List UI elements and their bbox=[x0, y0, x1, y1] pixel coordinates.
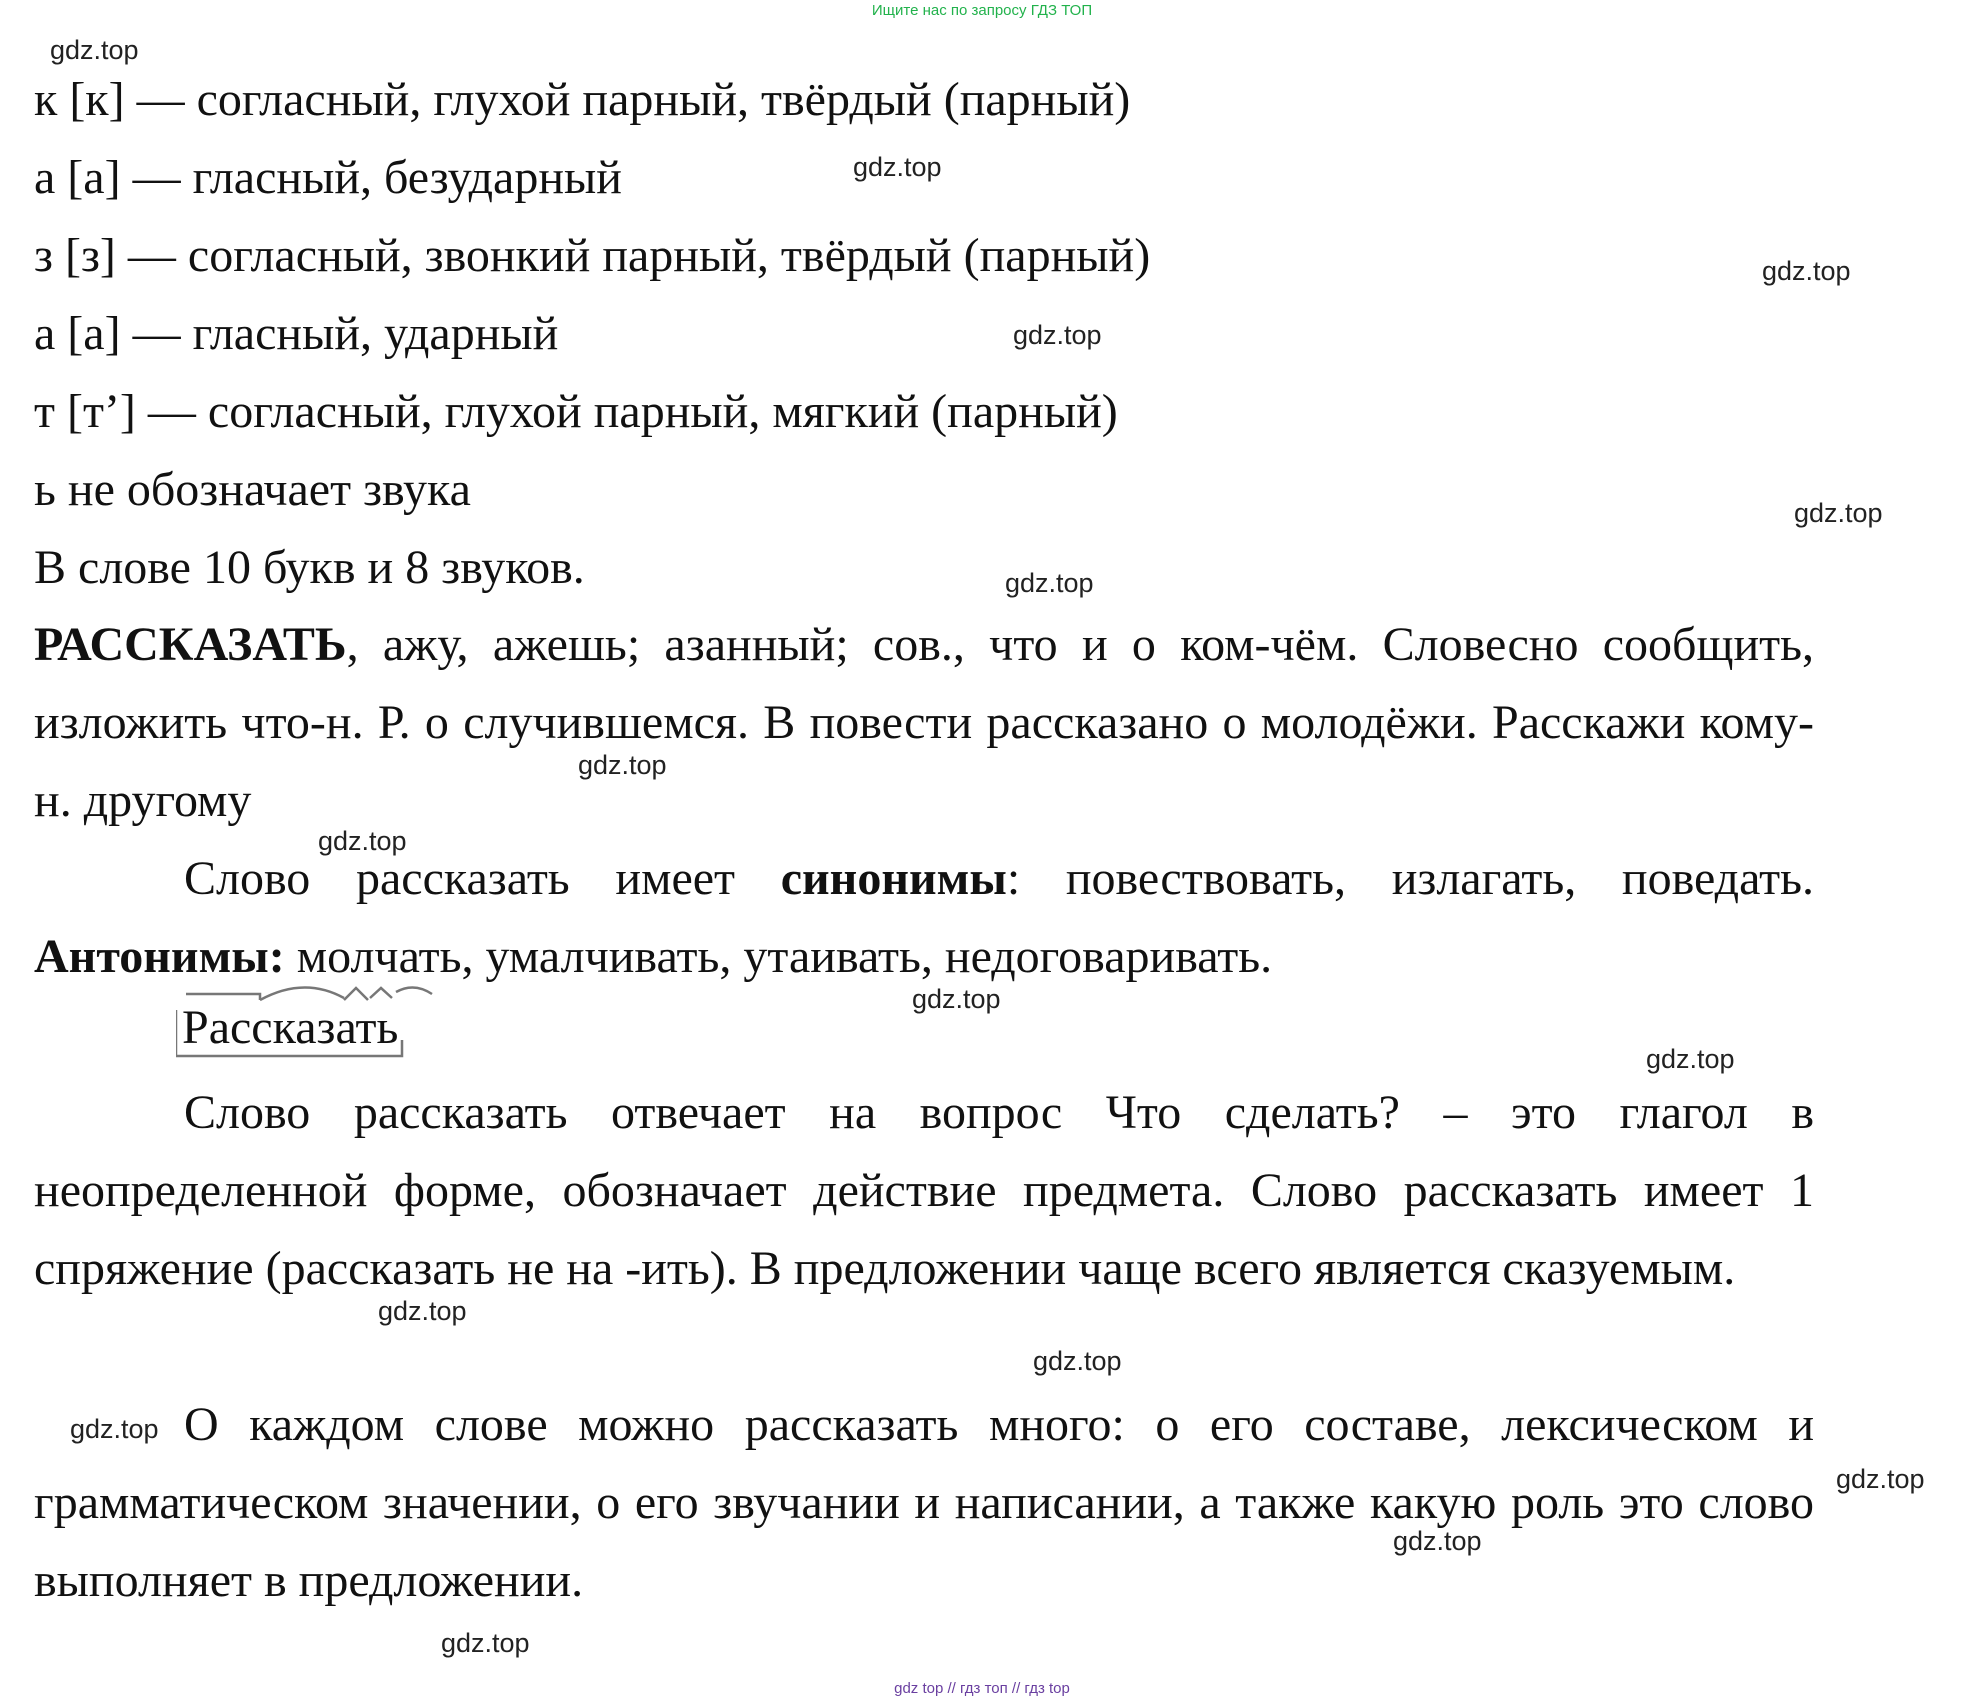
watermark: gdz.top bbox=[578, 750, 667, 780]
footer-watermark: gdz top // гдз топ // гдз top bbox=[894, 1680, 1070, 1697]
phonetic-line-a-stressed: а [а] — гласный, ударный bbox=[34, 307, 559, 360]
watermark: gdz.top bbox=[1646, 1044, 1735, 1074]
watermark: gdz.top bbox=[50, 35, 139, 65]
phonetic-line-soft-sign: ь не обозначает звука bbox=[34, 463, 471, 516]
watermark: gdz.top bbox=[912, 984, 1001, 1014]
dictionary-definition bbox=[34, 606, 1814, 840]
synonyms-intro: Слово рассказать имеет bbox=[184, 852, 781, 905]
watermark: gdz.top bbox=[1005, 568, 1094, 598]
morpheme-parse bbox=[176, 980, 476, 1070]
phonetic-line-k: к [к] — согласный, глухой парный, твёрдый (парный) bbox=[34, 73, 1131, 126]
definition-text: , ажу, ажешь; азанный; сов., что и о ком-чём. Словесно сообщить, изложить что-н. Р. о случившемся. В повести рассказано о молодёжи. Расскажи кому-н. другому bbox=[34, 618, 1814, 827]
headword: РАССКАЗАТЬ bbox=[34, 618, 347, 671]
watermark: gdz.top bbox=[1393, 1526, 1482, 1556]
phonetic-line-t: т [т’] — согласный, глухой парный, мягкий (парный) bbox=[34, 385, 1118, 438]
grammar-paragraph: Слово рассказать отвечает на вопрос Что сделать? – это глагол в неопределенной форме, обозначает действие предмета. Слово рассказать имеет 1 спряжение (рассказать не на -ить). В предложении чаще всего является сказуемым. bbox=[34, 1086, 1814, 1295]
suffix-mark bbox=[344, 988, 368, 1000]
watermark: gdz.top bbox=[1013, 320, 1102, 350]
root-arc bbox=[260, 987, 344, 1000]
phonetic-line-z: з [з] — согласный, звонкий парный, твёрдый (парный) bbox=[34, 229, 1151, 282]
conclusion-paragraph: О каждом слове можно рассказать много: о его составе, лексическом и грамматическом значении, о его звучании и написании, а также какую роль это слово выполняет в предложении. bbox=[34, 1398, 1814, 1607]
watermark: gdz.top bbox=[1836, 1464, 1925, 1494]
morpheme-word: Рассказать bbox=[182, 1001, 399, 1054]
watermark: gdz.top bbox=[1033, 1346, 1122, 1376]
antonyms-text: молчать, умалчивать, утаивать, недоговаривать. bbox=[284, 930, 1273, 983]
antonyms-label: Антонимы: bbox=[34, 930, 285, 983]
watermark: gdz.top bbox=[378, 1296, 467, 1326]
watermark: gdz.top bbox=[853, 152, 942, 182]
phonetic-line-a-unstressed: а [а] — гласный, безударный bbox=[34, 151, 622, 204]
watermark: gdz.top bbox=[1762, 256, 1851, 286]
letters-sounds-summary: В слове 10 букв и 8 звуков. bbox=[34, 541, 585, 594]
suffix-mark-2 bbox=[370, 988, 392, 998]
watermark: gdz.top bbox=[441, 1628, 530, 1658]
watermark: gdz.top bbox=[70, 1414, 159, 1444]
synonyms-label: синонимы bbox=[780, 852, 1007, 905]
watermark: gdz.top bbox=[1794, 498, 1883, 528]
watermark: gdz.top bbox=[318, 826, 407, 856]
ending-arc bbox=[396, 987, 432, 994]
synonyms-paragraph bbox=[34, 840, 1814, 996]
top-banner: Ищите нас по запросу ГДЗ ТОП bbox=[871, 2, 1093, 19]
synonyms-text: : повествовать, излагать, поведать. bbox=[1006, 852, 1814, 905]
